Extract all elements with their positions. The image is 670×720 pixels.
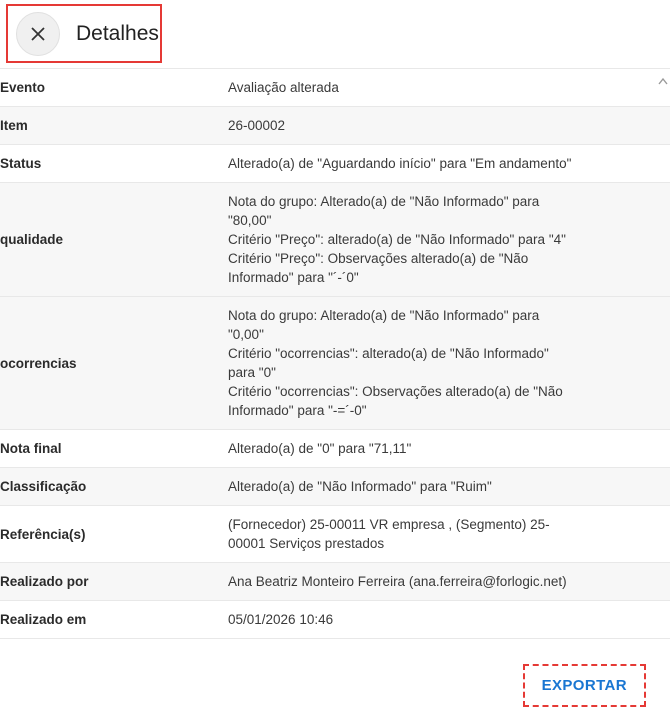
scroll-up-arrow-icon[interactable] <box>658 74 668 84</box>
row-value-line: Critério "Preço": Observações alterado(a) de "Não <box>228 251 529 266</box>
row-label: ocorrencias <box>0 355 77 371</box>
row-label: Nota final <box>0 441 62 456</box>
row-value <box>228 468 670 506</box>
row-value-line: "80,00" <box>228 213 272 228</box>
table-row <box>0 297 670 430</box>
table-row <box>0 145 670 183</box>
row-value <box>228 145 670 183</box>
export-button[interactable]: EXPORTAR <box>528 669 641 702</box>
row-label: Referência(s) <box>0 526 86 542</box>
row-value-line: Informado" para "-=´-0" <box>228 403 367 418</box>
row-value <box>228 107 670 145</box>
row-value-line: 26-00002 <box>228 118 286 133</box>
table-row <box>0 506 670 563</box>
row-value-line: 00001 Serviços prestados <box>228 536 385 551</box>
table-row <box>0 107 670 145</box>
details-scroll-area[interactable] <box>0 68 670 650</box>
row-label: Status <box>0 156 42 171</box>
page-title: Detalhes <box>76 22 159 45</box>
row-value-line: "0,00" <box>228 327 264 342</box>
export-button-wrapper <box>523 664 646 707</box>
dialog-header <box>0 0 670 68</box>
table-row <box>0 468 670 506</box>
table-row <box>0 601 670 639</box>
row-value-line: Ana Beatriz Monteiro Ferreira (ana.ferreira@forlogic.net) <box>228 574 567 589</box>
row-value-line: Alterado(a) de "0" para "71,11" <box>228 441 412 456</box>
row-value <box>228 601 670 639</box>
details-table-body <box>0 69 670 639</box>
row-value <box>228 506 670 563</box>
row-value-line: Informado" para "´-´0" <box>228 270 359 285</box>
row-value-line: Alterado(a) de "Aguardando início" para "Em andamento" <box>228 156 572 171</box>
row-label: Realizado em <box>0 612 87 627</box>
close-button[interactable] <box>16 12 60 56</box>
table-row <box>0 563 670 601</box>
row-value-line: Alterado(a) de "Não Informado" para "Ruim" <box>228 479 492 494</box>
table-row <box>0 69 670 107</box>
row-value-line: Nota do grupo: Alterado(a) de "Não Informado" para <box>228 194 540 209</box>
row-value <box>228 183 670 297</box>
table-row <box>0 430 670 468</box>
row-label: Evento <box>0 80 46 95</box>
row-label: Realizado por <box>0 574 89 589</box>
table-row <box>0 183 670 297</box>
close-icon <box>28 24 48 44</box>
row-value-line: 05/01/2026 10:46 <box>228 612 334 627</box>
row-value-line: Critério "Preço": alterado(a) de "Não Informado" para "4" <box>228 232 566 247</box>
row-value <box>228 563 670 601</box>
row-value-line: (Fornecedor) 25-00011 VR empresa , (Segmento) 25- <box>228 517 550 532</box>
row-value <box>228 430 670 468</box>
row-value <box>228 297 670 430</box>
row-value <box>228 69 670 107</box>
row-label: qualidade <box>0 232 64 247</box>
dialog-footer <box>0 650 670 720</box>
row-value-line: Critério "ocorrencias": Observações alterado(a) de "Não <box>228 384 563 399</box>
row-label: Classificação <box>0 479 87 494</box>
details-table <box>0 68 670 639</box>
row-value-line: Nota do grupo: Alterado(a) de "Não Informado" para <box>228 308 540 323</box>
row-value-line: Avaliação alterada <box>228 80 339 95</box>
row-value-line: Critério "ocorrencias": alterado(a) de "Não Informado" <box>228 346 549 361</box>
row-value-line: para "0" <box>228 365 276 380</box>
row-label: Item <box>0 118 28 133</box>
